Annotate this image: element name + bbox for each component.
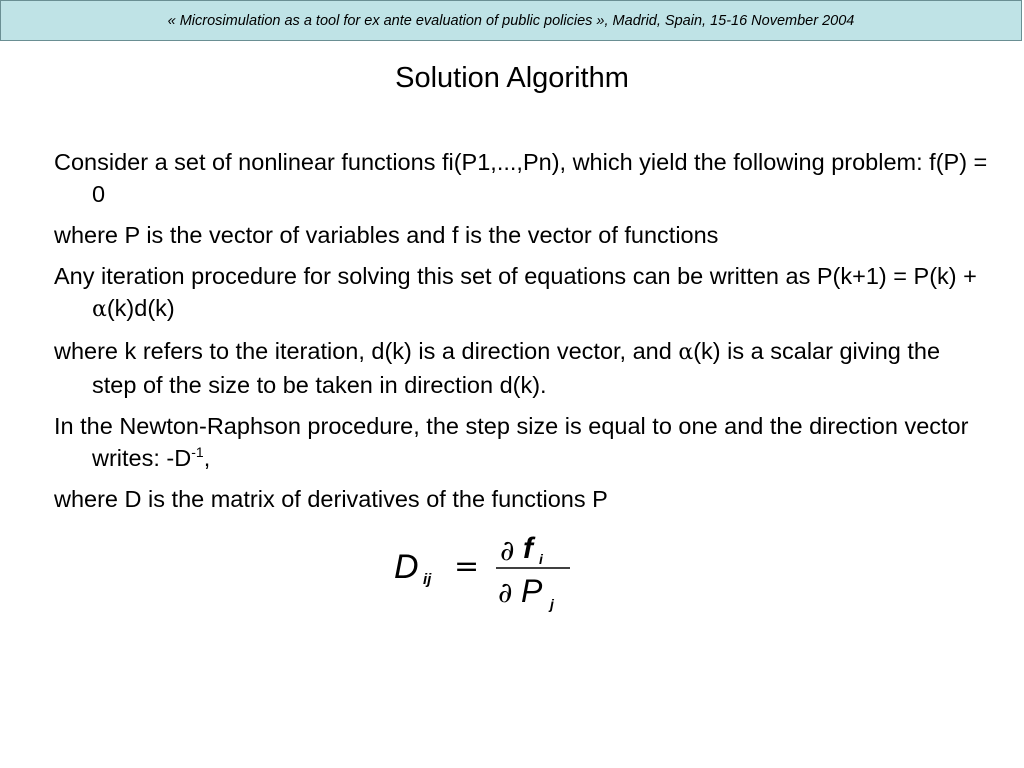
slide-body [54, 146, 989, 524]
paragraph-1: Consider a set of nonlinear functions fi(P1,...,Pn), which yield the following problem: f(P) = 0 [54, 149, 988, 207]
formula-lhs-subscript: ij [423, 571, 432, 588]
derivative-formula [392, 530, 592, 615]
paragraph-3-text: Any iteration procedure for solving this set of equations can be written as P(k+1) = P(k) + [54, 263, 977, 289]
formula-denominator-subscript: j [550, 596, 554, 612]
formula-denominator: P [521, 573, 543, 609]
paragraph-5 [54, 410, 989, 474]
inverse-exponent: -1 [191, 444, 204, 461]
paragraph-3 [54, 260, 989, 326]
paragraph-5-text: In the Newton-Raphson procedure, the step size is equal to one and the direction vector writes: -D [54, 413, 969, 471]
formula-equals: = [454, 549, 480, 584]
formula-numerator-subscript: i [539, 551, 543, 567]
paragraph-3-tail: (k)d(k) [106, 295, 175, 321]
alpha-symbol-2: α [678, 340, 694, 365]
formula-partial-num: ∂ [500, 534, 515, 567]
banner-text: « Microsimulation as a tool for ex ante evaluation of public policies », Madrid, Spain, 15-16 November 2004 [167, 12, 855, 29]
paragraph-2: where P is the vector of variables and f is the vector of functions [54, 222, 719, 248]
slide-title: Solution Algorithm [395, 62, 629, 94]
formula-lhs: D [394, 548, 419, 586]
paragraph-4-tail: (k) is a scalar giving the step of the size to be taken in direction d(k). [92, 338, 941, 398]
formula-numerator: f [523, 532, 533, 565]
formula-partial-den: ∂ [498, 576, 513, 609]
paragraph-6: where D is the matrix of derivatives of the functions P [54, 486, 608, 512]
alpha-symbol: α [92, 297, 107, 322]
paragraph-5-tail: , [203, 445, 211, 471]
paragraph-4 [54, 335, 989, 401]
formula-svg [392, 530, 592, 615]
paragraph-4-text: where k refers to the iteration, d(k) is a direction vector, and [54, 338, 679, 364]
header-banner [0, 0, 1022, 41]
